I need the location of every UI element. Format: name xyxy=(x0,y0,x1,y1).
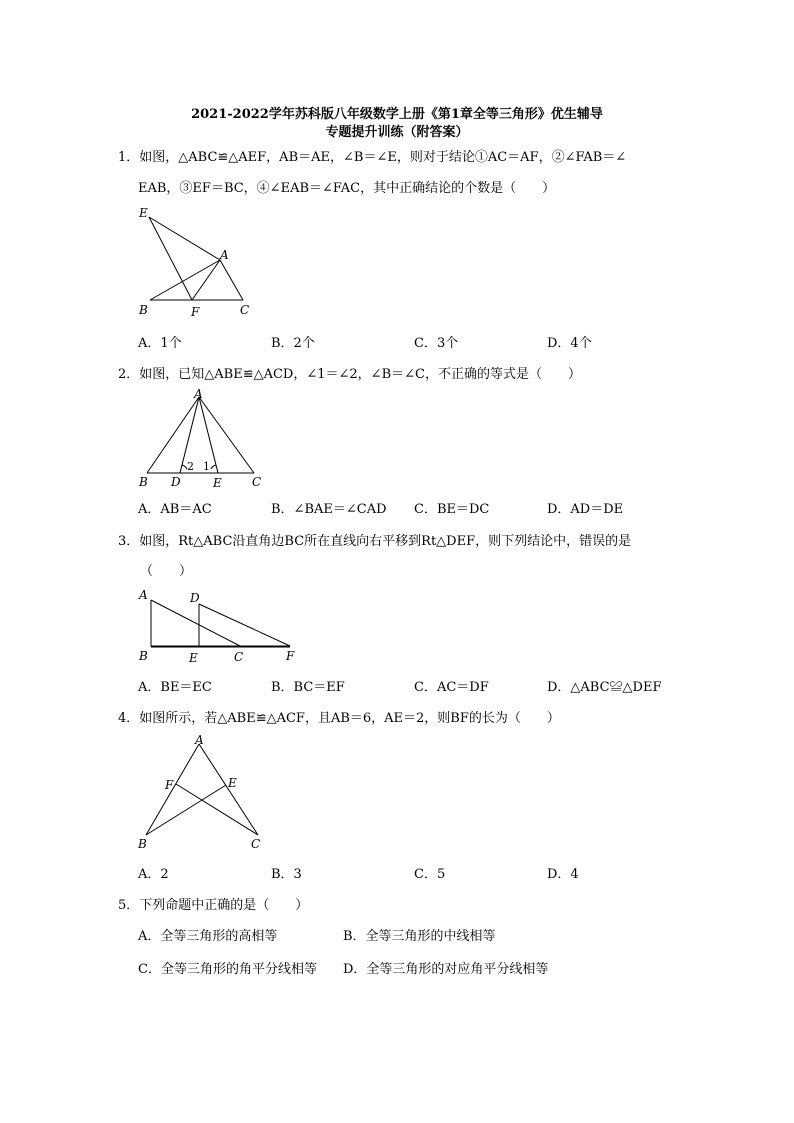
label-a: A xyxy=(220,248,229,262)
label-b: B xyxy=(138,837,147,851)
document-subtitle: 专题提升训练（附答案） xyxy=(325,125,469,140)
label-e: E xyxy=(213,476,222,490)
label-c: C xyxy=(251,837,261,851)
label-f: F xyxy=(165,778,174,792)
label-c: C xyxy=(252,475,262,489)
question-5-option-c[interactable]: C．全等三角形的角平分线相等 xyxy=(138,962,317,977)
label-a: A xyxy=(195,733,204,747)
question-5-stem: 5．下列命题中正确的是（ ） xyxy=(118,898,309,913)
question-5-option-b[interactable]: B．全等三角形的中线相等 xyxy=(343,929,496,944)
label-a: A xyxy=(194,387,203,401)
question-2-option-c[interactable]: C．BE＝DC xyxy=(414,502,490,517)
question-2-stem: 2．如图，已知△ABE≌△ACD，∠1＝∠2，∠B＝∠C，不正确的等式是（ ） xyxy=(118,367,581,382)
question-4-figure xyxy=(130,730,270,855)
question-4-option-d[interactable]: D．4 xyxy=(547,867,579,882)
label-b: B xyxy=(139,303,148,317)
label-e: E xyxy=(139,206,148,220)
segment-be xyxy=(146,785,226,835)
question-4-option-b[interactable]: B．3 xyxy=(271,867,302,882)
question-3-stem-line1: 3．如图，Rt△ABC沿直角边BC所在直线向右平移到Rt△DEF，则下列结论中，错误的是 xyxy=(118,534,632,549)
question-5-option-a[interactable]: A．全等三角形的高相等 xyxy=(138,929,278,944)
label-d: D xyxy=(190,591,200,605)
question-3-stem-line2: （ ） xyxy=(140,564,193,579)
segment-ac xyxy=(220,260,243,300)
question-2-option-a[interactable]: A．AB＝AC xyxy=(138,502,212,517)
question-4-option-c[interactable]: C．5 xyxy=(414,867,446,882)
question-1-option-c[interactable]: C．3个 xyxy=(414,336,459,351)
question-3-option-d[interactable]: D．△ABC≌△DEF xyxy=(547,680,662,695)
document-title: 2021-2022学年苏科版八年级数学上册《第1章全等三角形》优生辅导 xyxy=(191,107,603,122)
question-3-option-b[interactable]: B．BC＝EF xyxy=(271,680,345,695)
label-e: E xyxy=(228,776,237,790)
question-1-option-b[interactable]: B．2个 xyxy=(271,336,315,351)
label-a: A xyxy=(139,588,148,602)
label-c: C xyxy=(240,303,250,317)
question-3-option-a[interactable]: A．BE＝EC xyxy=(138,680,212,695)
question-1-option-a[interactable]: A．1个 xyxy=(138,336,182,351)
label-f: F xyxy=(191,305,200,319)
segment-ab xyxy=(150,260,220,300)
question-1-figure xyxy=(130,203,260,323)
question-4-option-a[interactable]: A．2 xyxy=(138,867,169,882)
segment-af xyxy=(192,260,220,300)
segment-fc xyxy=(176,784,258,835)
question-2-figure xyxy=(130,385,270,490)
question-4-stem: 4．如图所示，若△ABE≌△ACF，且AB＝6，AE＝2，则BF的长为（ ） xyxy=(118,711,560,726)
question-1-option-d[interactable]: D．4个 xyxy=(547,336,592,351)
label-f: F xyxy=(286,649,295,663)
label-b: B xyxy=(139,649,148,663)
label-e: E xyxy=(189,651,198,665)
question-1-stem-line1: 1．如图，△ABC≌△AEF，AB＝AE，∠B＝∠E，则对于结论①AC＝AF，②∠FAB＝∠ xyxy=(118,150,627,165)
angle-1-arc xyxy=(211,465,216,469)
question-1-stem-line2: EAB，③EF＝BC，④∠EAB＝∠FAC，其中正确结论的个数是（ ） xyxy=(138,181,556,196)
triangle-abc xyxy=(151,600,240,646)
label-c: C xyxy=(234,650,244,664)
question-2-option-d[interactable]: D．AD＝DE xyxy=(547,502,624,517)
question-5-option-d[interactable]: D．全等三角形的对应角平分线相等 xyxy=(343,962,549,977)
question-2-option-b[interactable]: B．∠BAE＝∠CAD xyxy=(271,502,387,517)
label-d: D xyxy=(171,475,181,489)
label-angle-2: 2 xyxy=(187,460,194,473)
triangle-def xyxy=(199,604,290,646)
label-b: B xyxy=(139,475,148,489)
question-3-figure xyxy=(130,585,305,670)
label-angle-1: 1 xyxy=(203,460,210,473)
question-3-option-c[interactable]: C．AC＝DF xyxy=(414,680,489,695)
